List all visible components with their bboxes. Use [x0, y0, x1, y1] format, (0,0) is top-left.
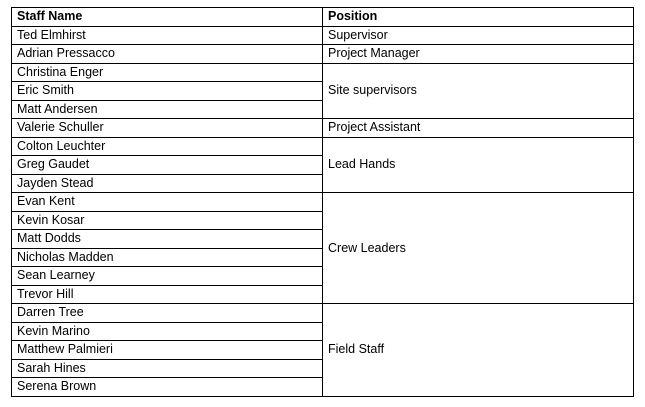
- staff-name-cell: Evan Kent: [12, 193, 323, 212]
- staff-name-cell: Kevin Marino: [12, 322, 323, 341]
- staff-name-cell: Matt Dodds: [12, 230, 323, 249]
- staff-name-cell: Matt Andersen: [12, 100, 323, 119]
- table-header-row: [12, 8, 634, 27]
- staff-name-cell: Greg Gaudet: [12, 156, 323, 175]
- staff-name-cell: Adrian Pressacco: [12, 45, 323, 64]
- table-row: [12, 45, 634, 64]
- position-cell: Supervisor: [323, 26, 634, 45]
- staff-name-cell: Darren Tree: [12, 304, 323, 323]
- staff-name-cell: Sean Learney: [12, 267, 323, 286]
- staff-name-cell: Sarah Hines: [12, 359, 323, 378]
- staff-name-cell: Christina Enger: [12, 63, 323, 82]
- staff-name-cell: Serena Brown: [12, 378, 323, 397]
- staff-name-cell: Ted Elmhirst: [12, 26, 323, 45]
- position-cell: Field Staff: [323, 304, 634, 397]
- table-row: [12, 26, 634, 45]
- staff-name-cell: Colton Leuchter: [12, 137, 323, 156]
- header-position: Position: [323, 8, 634, 27]
- table-row: [12, 304, 634, 323]
- staff-name-cell: Eric Smith: [12, 82, 323, 101]
- position-cell: Lead Hands: [323, 137, 634, 193]
- staff-name-cell: Jayden Stead: [12, 174, 323, 193]
- table-row: [12, 137, 634, 156]
- table-body: [12, 26, 634, 396]
- table-row: [12, 63, 634, 82]
- table-row: [12, 193, 634, 212]
- position-cell: Project Assistant: [323, 119, 634, 138]
- header-staff-name: Staff Name: [12, 8, 323, 27]
- position-cell: Site supervisors: [323, 63, 634, 119]
- staff-name-cell: Nicholas Madden: [12, 248, 323, 267]
- staff-name-cell: Trevor Hill: [12, 285, 323, 304]
- table-row: [12, 119, 634, 138]
- staff-name-cell: Valerie Schuller: [12, 119, 323, 138]
- staff-name-cell: Kevin Kosar: [12, 211, 323, 230]
- staff-position-table: [11, 7, 634, 397]
- position-cell: Crew Leaders: [323, 193, 634, 304]
- staff-name-cell: Matthew Palmieri: [12, 341, 323, 360]
- position-cell: Project Manager: [323, 45, 634, 64]
